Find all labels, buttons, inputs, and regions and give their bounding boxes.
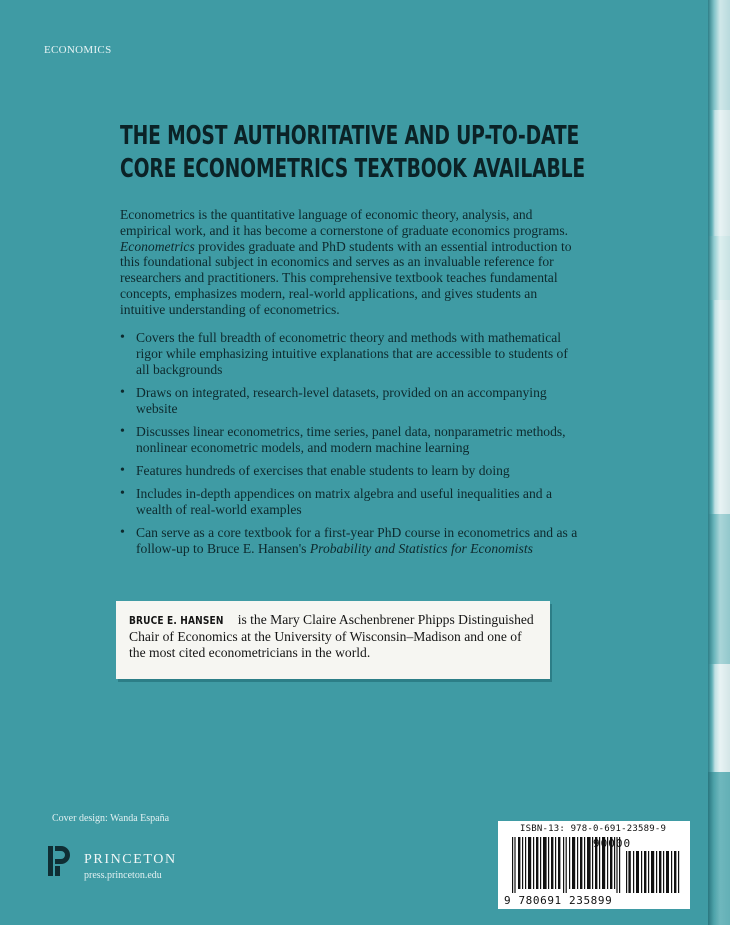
feature-item: • Features hundreds of exercises that enable students to learn by doing bbox=[120, 463, 580, 479]
intro-text-2: provides graduate and PhD students with an essential introduction to this foundational subject in economics and serves as an invaluable reference for researchers and practitioners. This comprehensive textbook teaches fundamental concepts, emphasizes modern, real-world applications, and gives students an intuitive understanding of econometrics. bbox=[120, 238, 572, 317]
isbn-label: ISBN-13: 978-0-691-23589-9 bbox=[520, 824, 667, 834]
publisher-name: PRINCETON bbox=[84, 852, 177, 867]
intro-paragraph bbox=[120, 207, 580, 318]
feature-item-text: Can serve as a core textbook for a first-year PhD course in econometrics and as a follow-up to Bruce E. Hansen's bbox=[136, 525, 578, 557]
princeton-logo-icon bbox=[48, 846, 70, 876]
companion-book-title: Probability and Statistics for Economists bbox=[309, 541, 533, 557]
cover-design-credit: Cover design: Wanda España bbox=[52, 813, 170, 824]
feature-item: • Includes in-depth appendices on matrix algebra and useful inequalities and a wealth of real-world examples bbox=[120, 486, 580, 518]
barcode-box bbox=[498, 821, 690, 909]
feature-item: • Draws on integrated, research-level datasets, provided on an accompanying website bbox=[120, 385, 580, 417]
spine-band bbox=[708, 236, 730, 300]
intro-text-1: Econometrics is the quantitative language of economic theory, analysis, and empirical work, and it has become a cornerstone of graduate economics programs. bbox=[120, 207, 569, 238]
category-label: ECONOMICS bbox=[44, 44, 112, 56]
price-barcode bbox=[626, 851, 682, 893]
spine-band bbox=[708, 514, 730, 664]
feature-list bbox=[120, 330, 580, 565]
spine-band bbox=[708, 772, 730, 925]
headline-line-2: CORE ECONOMETRICS TEXTBOOK AVAILABLE bbox=[120, 154, 586, 184]
author-bio-box bbox=[116, 601, 550, 679]
publisher-url: press.princeton.edu bbox=[84, 870, 162, 881]
feature-item: • Covers the full breadth of econometric theory and methods with mathematical rigor while emphasizing intuitive explanations that are accessible to students of all backgrounds bbox=[120, 330, 580, 377]
feature-item bbox=[120, 525, 580, 557]
barcode-digits: 9 780691 235899 bbox=[504, 894, 613, 907]
price-code: 90000 bbox=[593, 837, 632, 850]
headline bbox=[120, 120, 586, 186]
feature-item: • Discusses linear econometrics, time series, panel data, nonparametric methods, nonlinear econometric models, and modern machine learning bbox=[120, 424, 580, 456]
author-bio: is the Mary Claire Aschenbrener Phipps Distinguished Chair of Economics at the University of Wisconsin–Madison and one of the most cited econometricians in the world. bbox=[129, 612, 534, 660]
headline-line-1: THE MOST AUTHORITATIVE AND UP-TO-DATE bbox=[120, 121, 580, 151]
spine-band bbox=[708, 0, 730, 110]
intro-book-title: Econometrics bbox=[120, 238, 195, 254]
author-name: BRUCE E. HANSEN bbox=[129, 614, 224, 627]
